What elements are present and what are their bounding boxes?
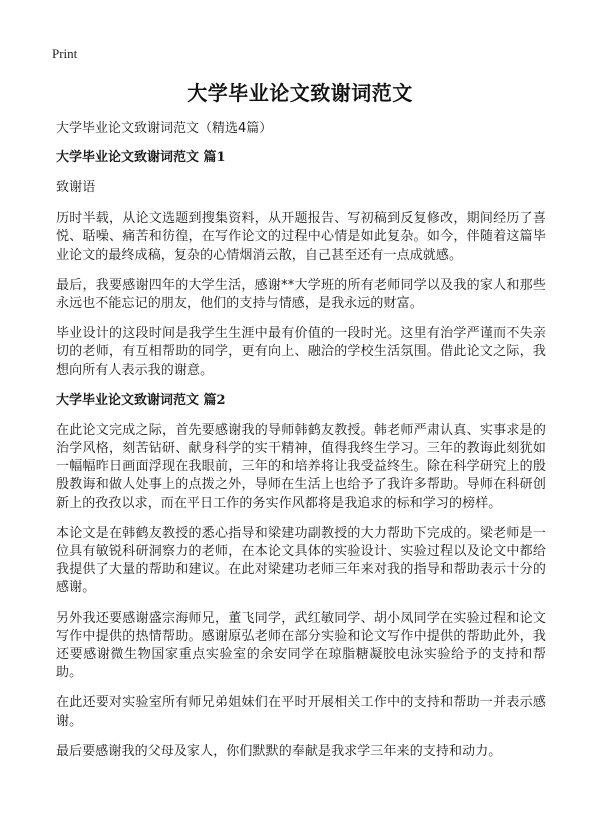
paragraph: 历时半载，从论文选题到搜集资料，从开题报告、写初稿到反复修改，期间经历了喜悦、聒噪、痛苦和彷徨，在写作论文的过程中心情是如此复杂。如今，伴随着这篇毕业论文的最终成稿，复杂的心情烟消云散，自己甚至还有一点成就感。 — [56, 211, 546, 263]
section-intro: 致谢语 — [56, 180, 96, 195]
paragraph: 最后要感谢我的父母及家人，你们默默的奉献是我求学三年来的支持和动力。 — [56, 743, 502, 759]
document-subtitle: 大学毕业论文致谢词范文（精选4篇） — [56, 121, 273, 136]
paragraph: 本论文是在韩鹤友教授的悉心指导和梁建功副教授的大力帮助下完成的。梁老师是一位具有敏锐科研洞察力的老师，在本论文具体的实验设计、实验过程以及论文中都给我提供了大量的帮助和建议。在此对梁建功老师三年来对我的指导和帮助表示十分的感谢。 — [56, 525, 546, 596]
paragraph: 毕业设计的这段时间是我学生生涯中最有价值的一段时光。这里有治学严谨而不失亲切的老师，有互相帮助的同学，更有向上、融洽的学校生活氛围。借此论文之际，我想向所有人表示我的谢意。 — [56, 326, 546, 378]
paragraph: 最后，我要感谢四年的大学生活，感谢**大学班的所有老师同学以及我的家人和那些永远也不能忘记的朋友，他们的支持与情感，是我永远的财富。 — [56, 277, 546, 312]
page-title: 大学毕业论文致谢词范文 — [187, 81, 413, 105]
print-label: Print — [52, 46, 78, 61]
paragraph: 在此论文完成之际，首先要感谢我的导师韩鹤友教授。韩老师严肃认真、实事求是的治学风格，刻苦钻研、献身科学的实干精神，值得我终生学习。三年的教诲此刻犹如一幅幅昨日画面浮现在我眼前，三年的和培养将让我受益终生。除在科学研究上的殷殷教诲和做人处事上的点拨之外，导师在生活上也给予了我许多帮助。导师在科研创新上的孜孜以求，而在平日工作的务实作风都将是我追求的标和学习的榜样。 — [56, 422, 546, 511]
section-heading-1: 大学毕业论文致谢词范文 篇1 — [56, 150, 226, 165]
section-heading-2: 大学毕业论文致谢词范文 篇2 — [56, 392, 226, 408]
paragraph: 在此还要对实验室所有师兄弟姐妹们在平时开展相关工作中的支持和帮助一并表示感谢。 — [56, 695, 546, 729]
paragraph: 另外我还要感谢盛宗海师兄，董飞同学，武红敏同学、胡小凤同学在实验过程和论文写作中提供的热情帮助。感谢原弘老师在部分实验和论文写作中提供的帮助此外，我还要感谢微生物国家重点实验室的余安同学在琼脂糖凝胶电泳实验给予的支持和帮助。 — [56, 610, 546, 681]
document-body — [56, 120, 546, 773]
